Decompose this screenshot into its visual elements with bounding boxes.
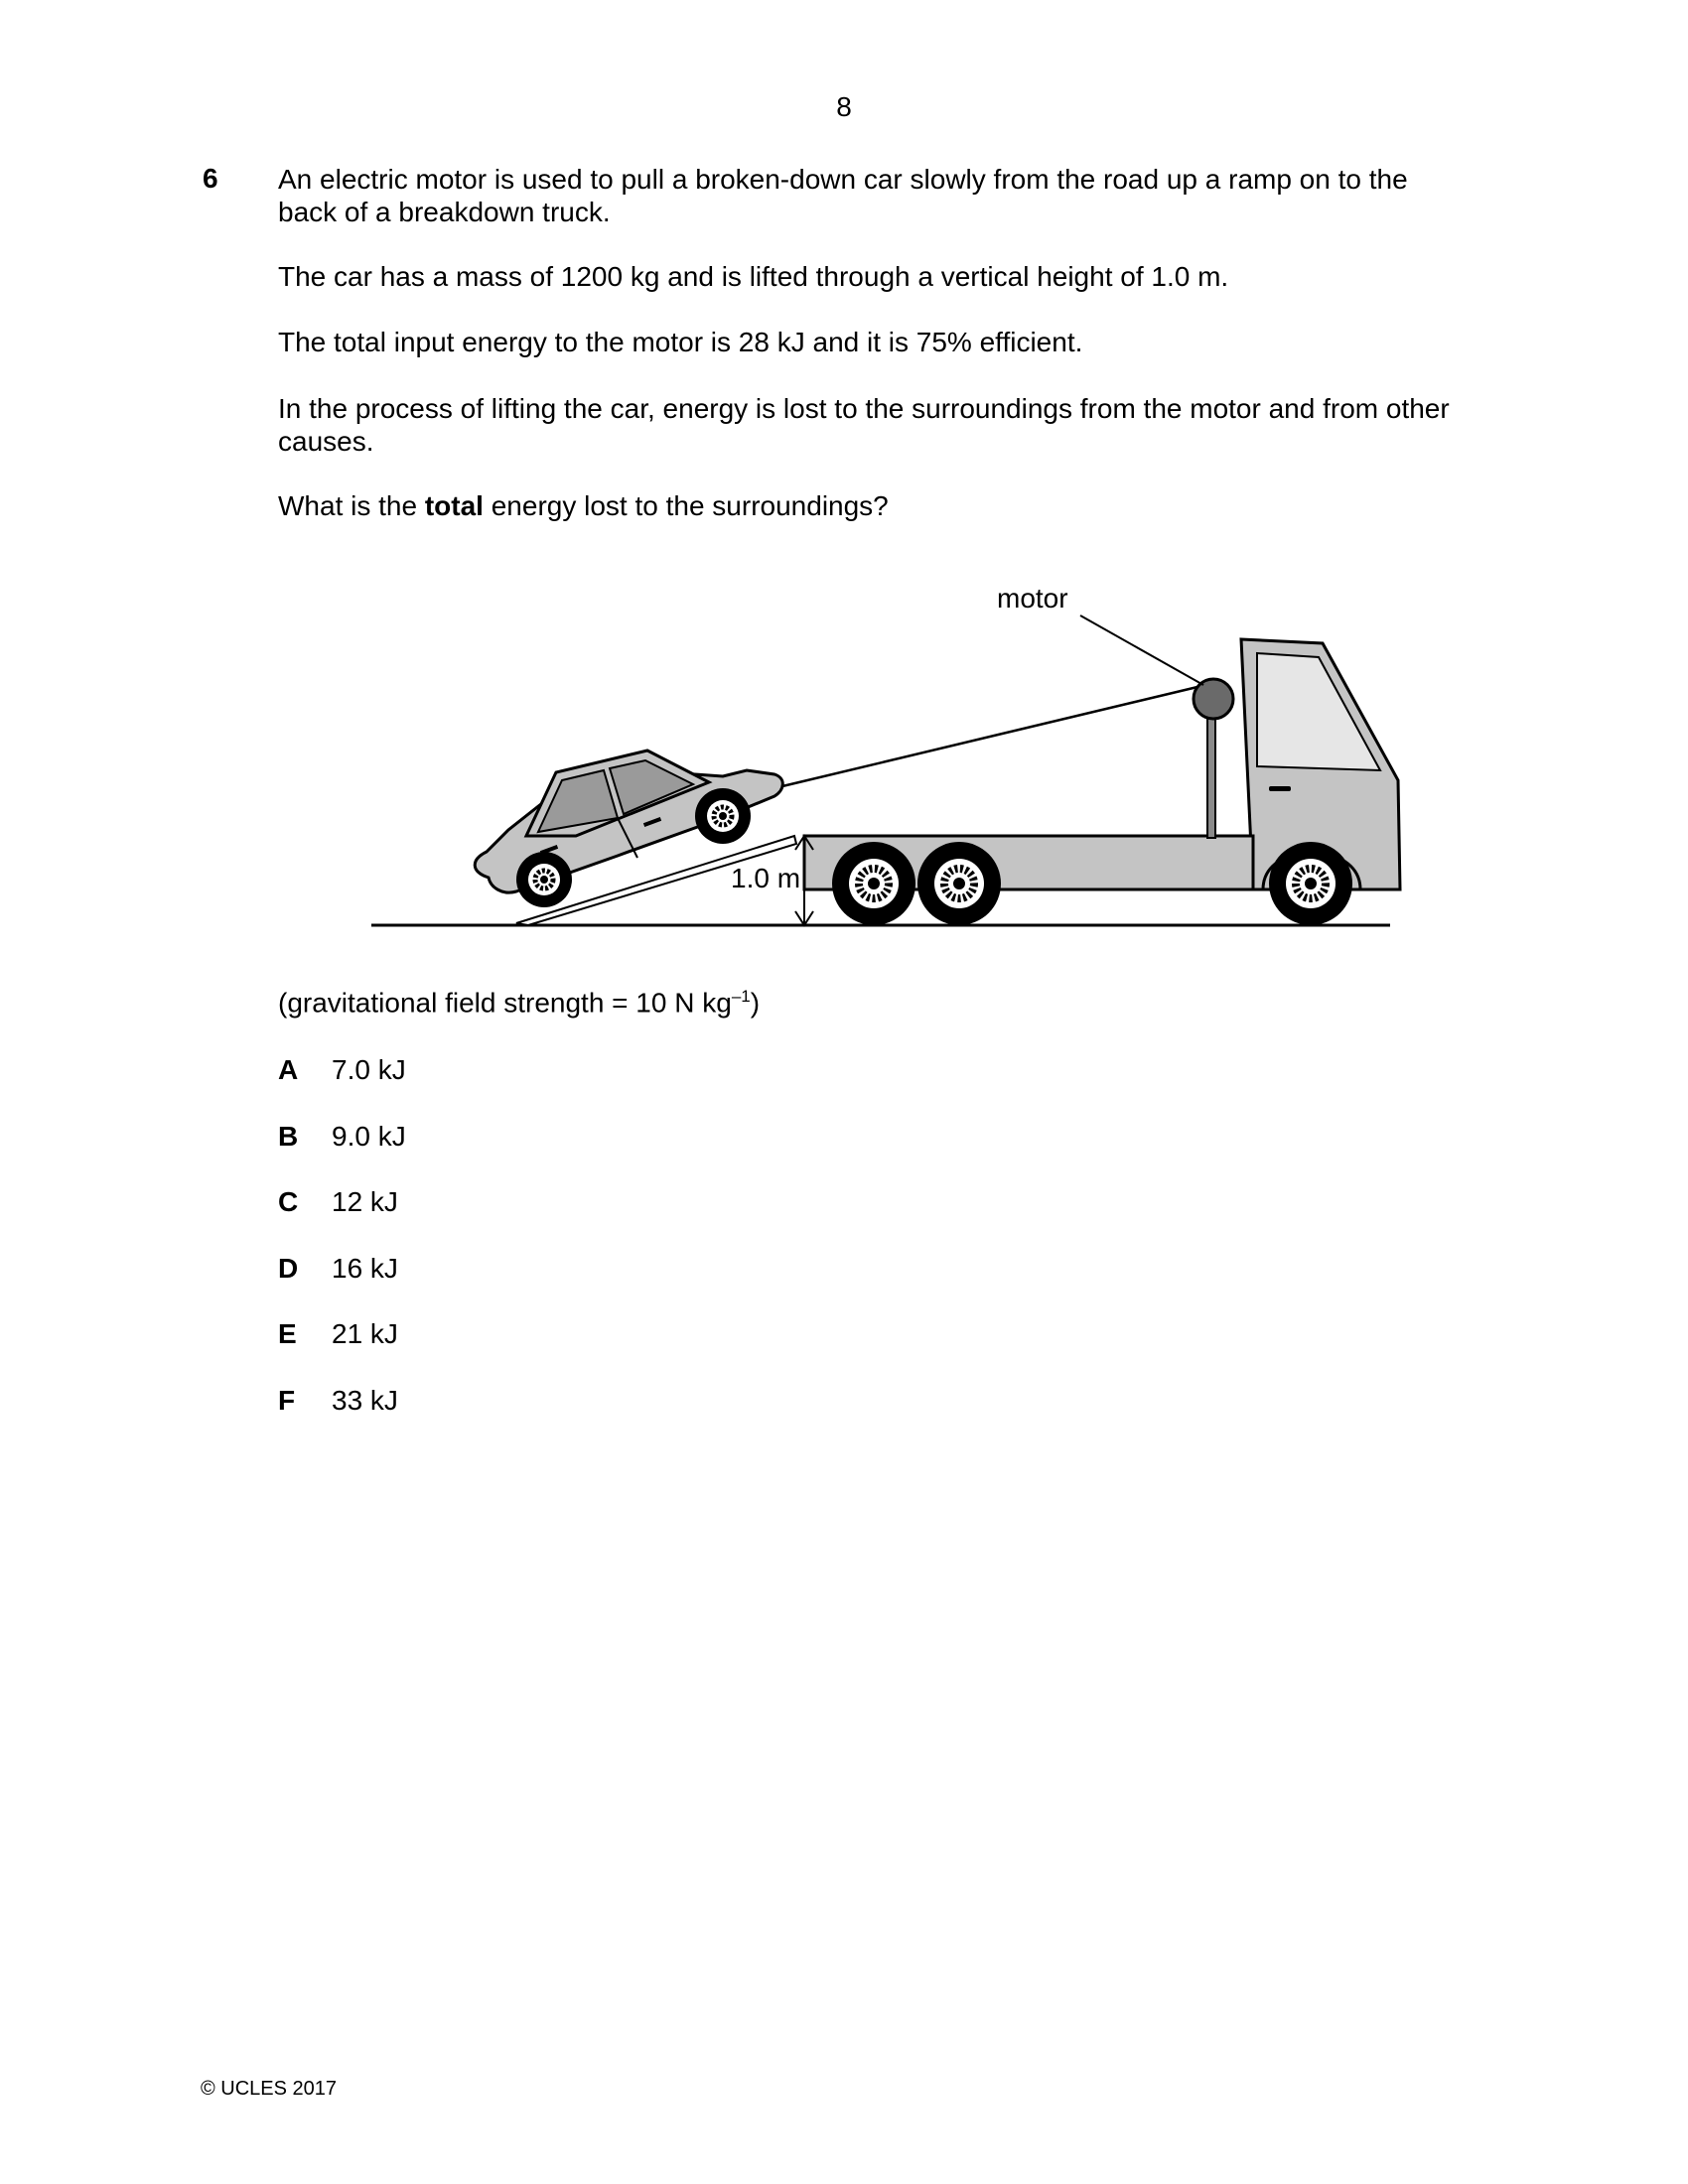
tow-cable	[782, 687, 1197, 786]
option-e[interactable]	[278, 1318, 398, 1350]
option-f[interactable]	[278, 1385, 398, 1417]
question-prompt-post: energy lost to the surroundings?	[483, 490, 889, 521]
energy-loss-line1: In the process of lifting the car, energy is lost to the surroundings from the motor and from other	[278, 393, 1450, 424]
tow-truck-diagram	[357, 576, 1410, 943]
question-number: 6	[203, 163, 218, 194]
option-value: 33 kJ	[332, 1385, 398, 1416]
option-letter: D	[278, 1253, 299, 1284]
page-number: 8	[836, 91, 852, 122]
wheel-icon	[516, 852, 572, 907]
question-intro-line1: An electric motor is used to pull a broken-down car slowly from the road up a ramp on to the	[278, 164, 1408, 195]
door-handle	[1269, 786, 1291, 791]
wheel-icon	[695, 788, 751, 844]
option-letter: F	[278, 1385, 296, 1416]
question-prompt-pre: What is the	[278, 490, 425, 521]
option-letter: C	[278, 1186, 299, 1217]
wheel-icon	[832, 842, 915, 925]
energy-loss-line2: causes.	[278, 426, 374, 457]
input-energy-statement: The total input energy to the motor is 28 kJ and it is 75% efficient.	[278, 327, 1083, 357]
option-value: 7.0 kJ	[332, 1054, 406, 1085]
gfs-superscript: –1	[731, 987, 751, 1006]
option-a[interactable]	[278, 1054, 406, 1086]
gfs-close: )	[750, 987, 761, 1019]
question-intro-line2: back of a breakdown truck.	[278, 197, 611, 227]
mass-statement: The car has a mass of 1200 kg and is lifted through a vertical height of 1.0 m.	[278, 261, 1229, 292]
wheel-icon	[917, 842, 1001, 925]
option-b[interactable]	[278, 1121, 406, 1153]
motor-label-line	[1080, 615, 1203, 685]
option-letter: A	[278, 1054, 299, 1085]
option-letter: E	[278, 1318, 297, 1349]
copyright-footer: © UCLES 2017	[201, 2078, 338, 2100]
option-value: 16 kJ	[332, 1253, 398, 1284]
question-prompt-emphasis: total	[424, 490, 484, 521]
energy-loss-statement	[278, 392, 1509, 458]
option-d[interactable]	[278, 1253, 398, 1285]
gfs-text: (gravitational field strength = 10 N kg	[278, 987, 732, 1019]
option-value: 21 kJ	[332, 1318, 398, 1349]
given-data	[278, 987, 760, 1019]
motor-label: motor	[997, 583, 1068, 614]
question-prompt	[278, 489, 1509, 522]
option-c[interactable]	[278, 1186, 398, 1218]
option-value: 12 kJ	[332, 1186, 398, 1217]
wheel-icon	[1269, 842, 1352, 925]
question-intro	[278, 163, 1509, 228]
option-letter: B	[278, 1121, 299, 1152]
height-label: 1.0 m	[731, 863, 801, 893]
motor-drum	[1194, 679, 1233, 719]
option-value: 9.0 kJ	[332, 1121, 406, 1152]
